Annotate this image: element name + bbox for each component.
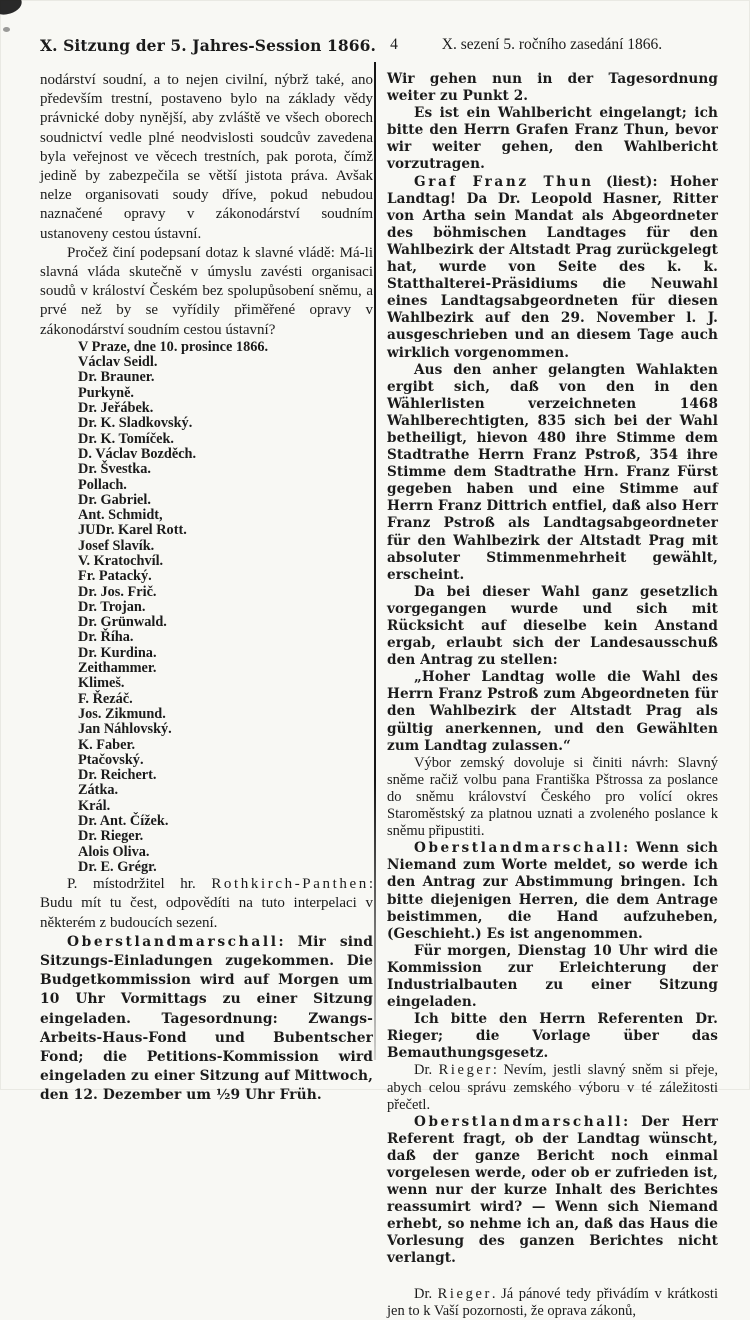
signatory-name: Zeithammer.: [78, 660, 157, 677]
paragraph: [387, 840, 718, 943]
paragraph: [387, 584, 718, 669]
header-german-title: X. Sitzung der 5. Jahres-Session 1866.: [40, 36, 377, 55]
text-run: : Budu mít tu čest, odpovědíti na tuto interpelaci v některém z budoucích sezení.: [40, 876, 373, 931]
signatory-name: Alois Oliva.: [78, 843, 150, 860]
signatory-name: Jan Náhlovský.: [78, 721, 172, 738]
paragraph: [387, 105, 718, 173]
scan-speck: [3, 27, 10, 32]
paragraph: [40, 244, 373, 340]
paragraph: [40, 933, 373, 1106]
speaker-name: Rieger: [437, 1285, 492, 1302]
left-column: [40, 71, 373, 1106]
paragraph: [387, 174, 718, 362]
signatory-name: Dr. Jos. Frič.: [78, 583, 157, 600]
signatory-name: Ant. Schmidt,: [78, 507, 163, 524]
right-column: [387, 71, 718, 1320]
paragraph: [387, 362, 718, 584]
signatory-name: Josef Slavík.: [78, 537, 155, 554]
signatory-name: Purkyně.: [78, 384, 135, 401]
signatory-name: Klimeš.: [78, 675, 125, 692]
signatory-name: Dr. K. Tomíček.: [78, 430, 174, 447]
signatory-name: F. Řezáč.: [78, 690, 133, 707]
scan-smudge: [0, 0, 23, 16]
signatory-name: K. Faber.: [78, 736, 136, 753]
paragraph: [40, 71, 373, 244]
signatory-name: Václav Seidl.: [78, 354, 158, 371]
signatory-name: Ptačovský.: [78, 751, 144, 768]
text-run: Dr.: [414, 1062, 439, 1079]
text-run: . Já pánové tedy přivádím v krátkosti jen to k Vaší pozornosti, že oprava zákonů,: [387, 1285, 718, 1319]
paragraph: [387, 1114, 718, 1268]
text-run: Für morgen, Dienstag 10 Uhr wird die Kommission zur Erleichterung der Industrialbauten zu einer Sitzung eingeladen.: [387, 942, 718, 1011]
text-run: : Nevím, jestli slavný sněm si přeje, abych celou správu zemského výboru v té záležitosti přečetl.: [387, 1062, 718, 1113]
paragraph: [387, 1011, 718, 1062]
signatory-name: Dr. Brauner.: [78, 369, 155, 386]
signatory-name: Zátka.: [78, 782, 119, 799]
speaker-name: Oberstlandmarschall: [67, 933, 279, 950]
speaker-name: Oberstlandmarschall: [414, 840, 624, 857]
signatory-name: Dr. Grünwald.: [78, 614, 167, 631]
signatory-name: Fr. Patacký.: [78, 568, 152, 585]
text-run: Wir gehen nun in der Tagesordnung weiter zu Punkt 2.: [387, 71, 718, 105]
signatory-name: Dr. Švestka.: [78, 461, 151, 478]
speaker-name: Rieger: [438, 1062, 493, 1079]
header-czech-title: X. sezení 5. ročního zasedání 1866.: [441, 36, 663, 53]
text-run: Da bei dieser Wahl ganz gesetzlich vorgegangen wurde und sich mit Rücksicht auf dieselbe kein Anstand ergab, erlaubt sich der Landesausschuß den Antrag zu stellen:: [387, 583, 718, 669]
paragraph: [387, 1286, 718, 1320]
text-run: (liest): Hoher Landtag! Da Dr. Leopold Hasner, Ritter von Artha sein Mandat als Abgeordneter des böhmischen Landtages für den Wahlbezirk der Altstadt Prag zurückgelegt hat, wurde von Seite des k. k. Statthalterei-Präsidiums die Neuwahl eines Landtagsabgeordneten für diesen Wahlbezirk auf den 29. November l. J. ausgeschrieben und an diesem Tage auch wirklich vorgenommen.: [387, 173, 718, 361]
page-number: 4: [390, 36, 398, 53]
column-divider-rule: [374, 62, 376, 1060]
signatory-name: Pollach.: [78, 476, 127, 493]
signatory-name: Dr. E. Grégr.: [78, 858, 157, 875]
signatory-name: Dr. Rieger.: [78, 828, 144, 845]
text-run: Es ist ein Wahlbericht eingelangt; ich bitte den Herrn Grafen Franz Thun, bevor wir weiter gehen, den Wahlbericht vorzutragen.: [387, 105, 718, 173]
text-run: Výbor zemský dovoluje si činiti návrh: Slavný sněme račiž volbu pana Františka Pštrossa za poslance do sněmu království Českého pro volící okres Staroměstský za platnou uznati a zvoleného poslance k sněmu připustiti.: [387, 754, 718, 840]
text-run: : Wenn sich Niemand zum Worte meldet, so werde ich den Antrag zur Abstimmung bringen. Ich bitte diejenigen Herren, die dem Antrage beistimmen, die Hand aufzuheben, (Geschieht.) Es ist angenommen.: [387, 840, 718, 942]
signatory-name: JUDr. Karel Rott.: [78, 522, 187, 539]
text-run: Pročež činí podepsaní dotaz k slavné vládě: Má-li slavná vláda skutečně v úmyslu zavésti organisaci soudů v králoství Českém bez spolupůsobení sněmu, a prvé než by se vyřídily přiměřené opravy v zákonodárství soudním cestou ústavní?: [40, 244, 373, 338]
signatory-name: Dr. Jeřábek.: [78, 400, 154, 417]
paragraph: [387, 943, 718, 1011]
text-run: : Mir sind Sitzungs-Einladungen zugekommen. Die Budgetkommission wird auf Morgen um 10 Uhr Vormittags zu einer Sitzung eingeladen. Tagesordnung: Zwangs-Arbeits-Haus-Fond und Bubentscher Fond; die Petitions-Kommission wird eingeladen zu einer Sitzung auf Mittwoch, den 12. Dezember um ½9 Uhr Früh.: [40, 933, 373, 1104]
signatory-name: Dr. K. Sladkovský.: [78, 415, 193, 432]
paragraph: [387, 71, 718, 105]
paragraph: [387, 669, 718, 754]
speaker-name: Rothkirch-Panthen: [211, 876, 369, 893]
text-run: „Hoher Landtag wolle die Wahl des Herrn Franz Pstroß zum Abgeordneten für den Wahlbezirk der Altstadt Prag als gültig anerkennen, und den Gewählten zum Landtag zulassen.“: [387, 669, 718, 754]
signatory-name: Jos. Zikmund.: [78, 705, 166, 722]
signatory-name: Král.: [78, 797, 111, 814]
signatory-name: Dr. Trojan.: [78, 598, 146, 615]
text-run: Dr.: [414, 1285, 438, 1302]
text-run: nodárství soudní, a to nejen civilní, nýbrž také, ano především trestní, postaveno bylo na základy vědy právnické doby nynější, aby zvláště ve všech oborech soudnictví vedle plné neodvislosti soudcův zavedena byla veřejnost ve věcech trestních, pak porota, čímž jedině by zabezpečila se větší jistota práva. Avšak nelze organisovati soudy dříve, pokud nebudou naznačené opravy v zákonodárství soudním ustanoveny cestou ústavní.: [40, 72, 373, 242]
date-line: V Praze, dne 10. prosince 1866.: [78, 338, 269, 355]
signatory-name: D. Václav Bozděch.: [78, 445, 197, 462]
speaker-name: Oberstlandmarschall: [414, 1113, 624, 1130]
paragraph: [40, 875, 373, 933]
signatory-name: Dr. Reichert.: [78, 767, 157, 784]
paragraph: [387, 755, 718, 840]
text-run: P. místodržitel hr.: [67, 876, 212, 893]
signatory-name: Dr. Říha.: [78, 629, 134, 646]
text-run: Ich bitte den Herrn Referenten Dr. Rieger; die Vorlage über das Bemauthungsgesetz.: [387, 1011, 718, 1062]
speaker-name: Graf Franz Thun: [414, 173, 594, 190]
text-run: : Der Herr Referent fragt, ob der Landtag wünscht, daß der ganze Bericht noch einmal vorgelesen werde, oder ob er zufrieden ist, wenn nur der kurze Inhalt des Berichtes reassumirt wird? — Wenn sich Niemand erhebt, so nehme ich an, daß das Haus die Vorlesung des ganzen Berichtes nicht verlangt.: [387, 1113, 718, 1267]
text-run: Aus den anher gelangten Wahlakten ergibt sich, daß von den in den Wählerlisten verzeichneten 1468 Wahlberechtigten, 835 sich bei der Wahl betheiligt, hievon 480 ihre Stimme dem Stadtrathe Herrn Franz Pstroß, 354 ihre Stimme dem Stadtrathe Hrn. Franz Fürst gegeben haben und eine Stimme auf Herrn Franz Dittrich entfiel, daß also Herr Franz Pstroß als Landtagsabgeordneter für den Wahlbezirk der Altstadt Prag mit absoluter Stimmenmehrheit gewählt, erscheint.: [387, 361, 718, 583]
signatory-name: Dr. Kurdina.: [78, 644, 157, 661]
signatory-name: Dr. Gabriel.: [78, 491, 151, 508]
paragraph: [387, 1062, 718, 1113]
signatory-name: V. Kratochvíl.: [78, 553, 164, 569]
signatory-name: Dr. Ant. Čížek.: [78, 813, 169, 830]
